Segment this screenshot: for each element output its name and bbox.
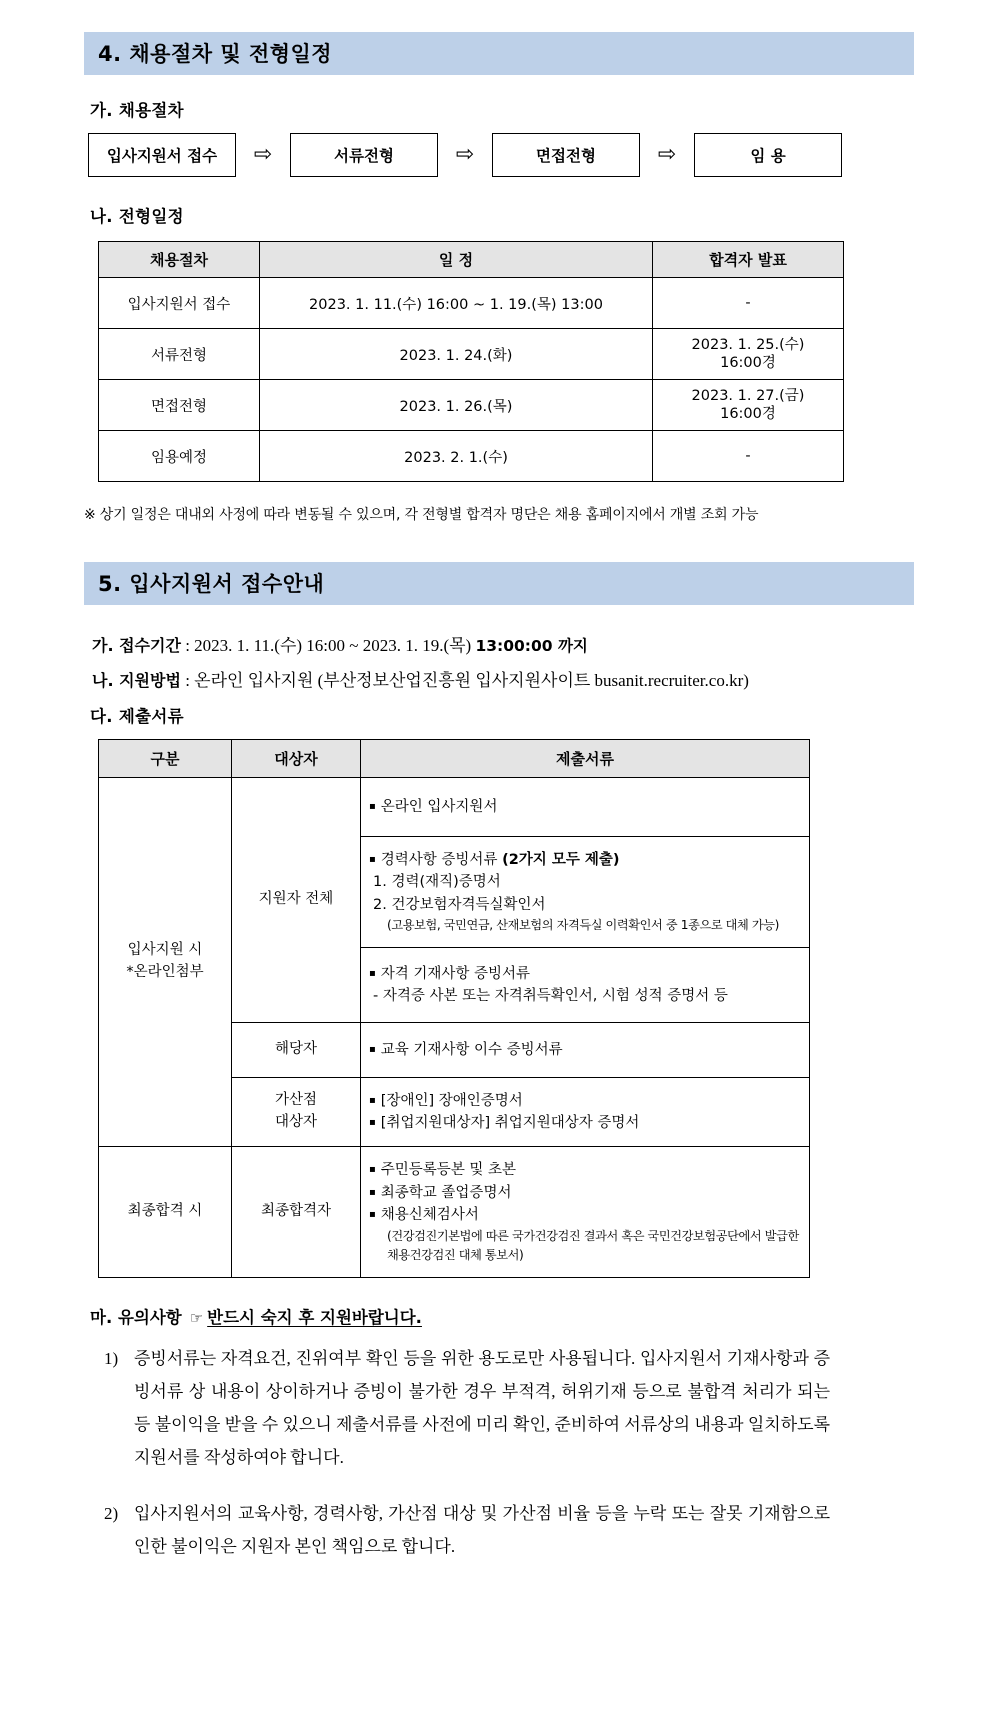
doc-item: ▪ 자격 기재사항 증빙서류 — [369, 963, 801, 985]
schedule-announce-0: - — [653, 278, 844, 329]
submission-documents-table — [98, 739, 810, 1278]
schedule-announce-1 — [653, 329, 844, 380]
application-method-line — [92, 666, 992, 691]
submission-target-0-4-line2: 대상자 — [274, 1114, 318, 1130]
schedule-announce-2 — [653, 380, 844, 431]
submission-target-1-0: 최종합격자 — [232, 1147, 361, 1278]
application-period-deadline: 13:00:00 까지 — [475, 637, 588, 655]
caution-item-1-text: 증빙서류는 자격요건, 진위여부 확인 등을 위한 용도로만 사용됩니다. 입사지원서 기재사항과 증빙서류 상 내용이 상이하거나 증빙이 불가한 경우 부적격, 허위기재 등으로 불합격 처리가 되는 등 불이익을 받을 수 있으니 제출서류를 사전에 미리 확인, 준비하여 서류상의 내용과 일치하도록 지원서를 작성하여야 합니다. — [134, 1349, 830, 1468]
doc-item: ▪ 주민등록등본 및 초본 — [369, 1159, 801, 1181]
doc-item: ▪ 채용신체검사서 — [369, 1204, 801, 1226]
submission-header-docs: 제출서류 — [361, 740, 810, 778]
list-item — [104, 1342, 830, 1475]
list-item — [104, 1497, 830, 1563]
table-row — [99, 431, 844, 482]
schedule-announce-3: - — [653, 431, 844, 482]
application-method-value: 온라인 입사지원 (부산정보산업진흥원 입사지원사이트 busanit.recruiter.co.kr) — [194, 671, 749, 690]
doc-item-note: 채용건강검진 대체 통보서) — [387, 1247, 524, 1262]
submission-docs-0-2 — [361, 948, 810, 1023]
flow-step-2-label: 서류전형 — [334, 147, 394, 165]
submission-target-0-3: 해당자 — [232, 1023, 361, 1078]
caution-heading — [90, 1304, 992, 1328]
submission-gubun-0-line1: 입사지원 시 — [127, 942, 203, 959]
application-period-label: 가. 접수기간 — [92, 636, 181, 655]
submission-target-0-4-line1: 가산점 — [274, 1092, 318, 1109]
flow-step-4 — [694, 133, 842, 177]
doc-item-emphasis: (2가지 모두 제출) — [502, 851, 620, 868]
schedule-announce-1-line1: 2023. 1. 25.(수) — [691, 336, 805, 353]
flow-step-3 — [492, 133, 640, 177]
recruitment-flow-diagram — [88, 133, 992, 177]
schedule-table-header-row — [99, 242, 844, 278]
submission-docs-1-0 — [361, 1147, 810, 1278]
schedule-header-announcement: 합격자 발표 — [653, 242, 844, 278]
section-5-subheading-documents: 다. 제출서류 — [90, 707, 184, 726]
flow-arrow-2-icon: ⇨ — [455, 142, 475, 167]
application-period-sep: : — [180, 636, 195, 655]
doc-item: ▪ [취업지원대상자] 취업지원대상자 증명서 — [369, 1112, 801, 1134]
table-row — [99, 1147, 810, 1278]
schedule-date-2: 2023. 1. 26.(목) — [260, 380, 653, 431]
application-period-line — [92, 631, 992, 656]
schedule-date-3: 2023. 2. 1.(수) — [260, 431, 653, 482]
submission-docs-0-3 — [361, 1023, 810, 1078]
caution-item-2-number: 2) — [104, 1503, 119, 1523]
pointing-hand-icon: ☞ — [189, 1309, 204, 1327]
caution-item-2-text: 입사지원서의 교육사항, 경력사항, 가산점 대상 및 가산점 비율 등을 누락 또는 잘못 기재함으로 인한 불이익은 지원자 본인 책임으로 합니다. — [134, 1503, 830, 1556]
flow-step-1-label: 입사지원서 접수 — [106, 147, 218, 165]
section-4-title: 4. 채용절차 및 전형일정 — [84, 32, 914, 75]
flow-step-2 — [290, 133, 438, 177]
doc-item: ▪ 최종학교 졸업증명서 — [369, 1182, 801, 1204]
doc-item-text: ▪ 경력사항 증빙서류 — [369, 852, 502, 868]
section-4-subheading-a: 가. 채용절차 — [90, 101, 184, 120]
schedule-date-0: 2023. 1. 11.(수) 16:00 ~ 1. 19.(목) 13:00 — [260, 278, 653, 329]
submission-docs-0-4 — [361, 1078, 810, 1147]
schedule-announce-2-line1: 2023. 1. 27.(금) — [691, 387, 805, 404]
doc-item: ▪ 교육 기재사항 이수 증빙서류 — [369, 1039, 801, 1061]
submission-table-header-row — [99, 740, 810, 778]
doc-item-note: (고용보험, 국민연금, 산재보험의 자격득실 이력확인서 중 1종으로 대체 가능) — [387, 918, 779, 933]
caution-item-1-number: 1) — [104, 1349, 119, 1368]
doc-item — [369, 849, 801, 871]
submission-header-target: 대상자 — [232, 740, 361, 778]
caution-label: 마. 유의사항 — [90, 1308, 182, 1327]
schedule-step-3: 임용예정 — [99, 431, 260, 482]
schedule-announce-1-line2: 16:00경 — [720, 355, 776, 371]
flow-arrow-3-icon: ⇨ — [657, 142, 677, 167]
application-method-label: 나. 지원방법 — [92, 671, 181, 690]
submission-header-gubun: 구분 — [99, 740, 232, 778]
submission-docs-0-1 — [361, 837, 810, 948]
section-4-subheading-b: 나. 전형일정 — [90, 207, 184, 226]
submission-target-0-0: 지원자 전체 — [232, 778, 361, 1023]
schedule-step-2: 면접전형 — [99, 380, 260, 431]
submission-gubun-0 — [99, 778, 232, 1147]
table-row — [99, 380, 844, 431]
doc-item: - 자격증 사본 또는 자격취득확인서, 시험 성적 증명서 등 — [373, 988, 728, 1004]
doc-item: 1. 경력(재직)증명서 — [373, 874, 501, 891]
submission-target-0-4 — [232, 1078, 361, 1147]
schedule-header-date: 일 정 — [260, 242, 653, 278]
doc-item: ▪ [장애인] 장애인증명서 — [369, 1090, 801, 1112]
application-method-sep: : — [180, 671, 195, 690]
submission-docs-0-0 — [361, 778, 810, 837]
schedule-step-1: 서류전형 — [99, 329, 260, 380]
submission-gubun-1: 최종합격 시 — [99, 1147, 232, 1278]
schedule-header-step: 채용절차 — [99, 242, 260, 278]
schedule-table — [98, 241, 844, 482]
flow-arrow-1-icon: ⇨ — [253, 142, 273, 167]
doc-item-note: (건강검진기본법에 따른 국가건강검진 결과서 혹은 국민건강보험공단에서 발급한 — [387, 1228, 799, 1243]
schedule-date-1: 2023. 1. 24.(화) — [260, 329, 653, 380]
table-row — [99, 329, 844, 380]
table-row — [99, 278, 844, 329]
submission-gubun-0-line2: *온라인첨부 — [126, 964, 204, 980]
caution-emphasis: 반드시 숙지 후 지원바랍니다. — [207, 1308, 422, 1327]
doc-item: ▪ 온라인 입사지원서 — [369, 796, 801, 818]
schedule-announce-2-line2: 16:00경 — [720, 406, 776, 422]
flow-step-3-label: 면접전형 — [536, 147, 596, 165]
flow-step-1 — [88, 133, 236, 177]
table-row — [99, 778, 810, 837]
application-period-value: 2023. 1. 11.(수) 16:00 ~ 2023. 1. 19.(목) — [194, 636, 476, 655]
flow-step-4-label: 임 용 — [750, 147, 786, 165]
section-5-title: 5. 입사지원서 접수안내 — [84, 562, 914, 605]
doc-item: 2. 건강보험자격득실확인서 — [373, 896, 546, 913]
schedule-note: ※ 상기 일정은 대내외 사정에 따라 변동될 수 있으며, 각 전형별 합격자 명단은 채용 홈페이지에서 개별 조회 가능 — [84, 507, 759, 523]
schedule-step-0: 입사지원서 접수 — [99, 278, 260, 329]
